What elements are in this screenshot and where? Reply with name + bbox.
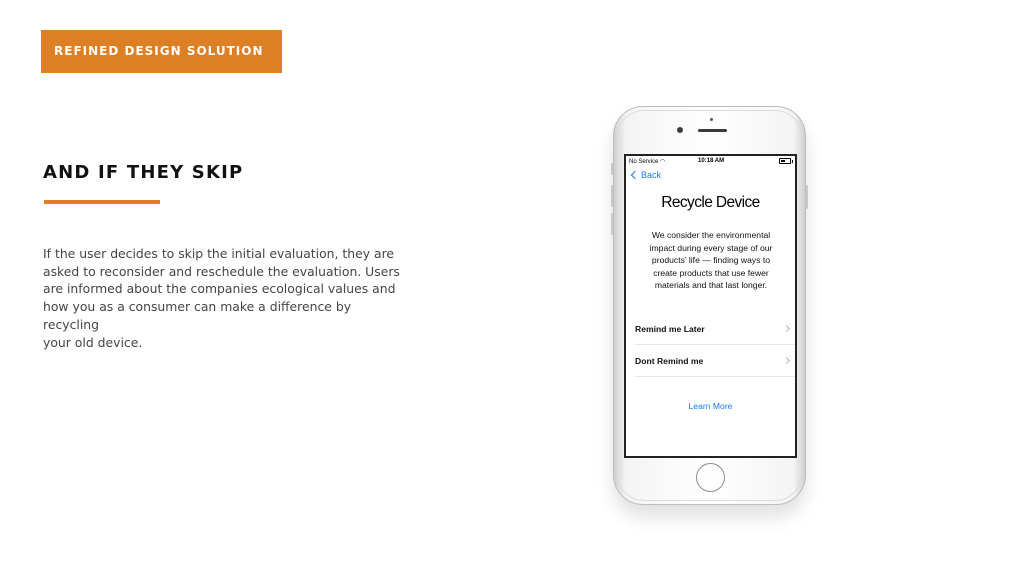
battery-tip-icon	[792, 160, 793, 163]
chevron-left-icon	[631, 171, 639, 179]
body-line: how you as a consumer can make a difference by recycling	[43, 299, 352, 332]
title-underline	[44, 200, 160, 204]
status-bar	[626, 156, 795, 166]
chevron-right-icon	[783, 325, 790, 332]
volume-down-button	[611, 213, 613, 235]
option-label: Remind me Later	[635, 324, 705, 334]
power-button	[806, 185, 808, 209]
back-label: Back	[641, 170, 662, 180]
body-line: asked to reconsider and reschedule the evaluation. Users	[43, 263, 400, 279]
description-line: products’ life — finding ways to	[651, 255, 771, 265]
description-line: materials and that last longer.	[654, 280, 768, 290]
front-camera-icon	[677, 127, 683, 133]
learn-more-link[interactable]: Learn More	[688, 401, 733, 411]
carrier-label	[629, 158, 665, 165]
home-button[interactable]	[696, 463, 725, 492]
description-line: We consider the environmental	[651, 230, 771, 240]
phone-screen	[624, 154, 797, 458]
wifi-icon: ◠	[660, 159, 666, 165]
proximity-sensor	[710, 118, 713, 121]
dont-remind-option[interactable]	[635, 345, 795, 377]
mute-switch	[611, 163, 613, 175]
chevron-right-icon	[783, 357, 790, 364]
back-button[interactable]	[630, 170, 661, 180]
description-line: impact during every stage of our	[649, 242, 773, 253]
status-time: 10:18 AM	[698, 158, 725, 164]
phone-mockup	[613, 106, 806, 505]
section-banner: REFINED DESIGN SOLUTION	[41, 30, 282, 73]
body-paragraph	[43, 245, 408, 351]
earpiece-speaker	[698, 129, 727, 132]
body-line: are informed about the companies ecological values and	[43, 281, 396, 297]
body-line: If the user decides to skip the initial evaluation, they are	[43, 246, 395, 261]
screen-title: Recycle Device	[661, 194, 760, 211]
body-line: your old device.	[43, 334, 143, 350]
battery-icon	[779, 158, 791, 164]
volume-up-button	[611, 185, 613, 207]
description-line: create products that use fewer	[653, 267, 769, 278]
screen-description	[636, 229, 786, 292]
carrier-text: No Service	[629, 159, 659, 165]
remind-later-option[interactable]	[635, 313, 795, 345]
option-label: Dont Remind me	[635, 356, 704, 366]
section-title: AND IF THEY SKIP	[43, 162, 244, 183]
